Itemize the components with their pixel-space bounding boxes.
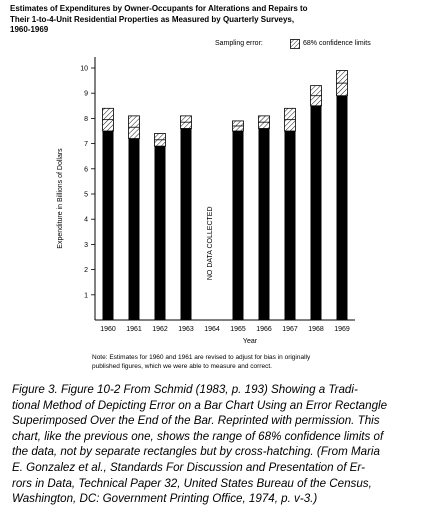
figure-caption: [12, 382, 424, 507]
chart-note-line-2: published figures, which we were able to measure and correct.: [92, 363, 272, 370]
y-tick-label: 2: [84, 267, 88, 275]
y-tick-label: 3: [84, 241, 88, 249]
x-tick-label: 1967: [282, 326, 298, 333]
x-tick-label: 1961: [126, 326, 142, 333]
bar-1960: [103, 131, 114, 320]
y-tick-label: 5: [84, 191, 88, 199]
x-tick-label: 1968: [308, 326, 324, 333]
y-tick-label: 6: [84, 166, 88, 174]
bar-1961: [129, 139, 140, 320]
chart-title-line-3: 1960-1969: [10, 25, 49, 34]
y-tick-label: 4: [84, 216, 88, 224]
x-tick-label: 1966: [256, 326, 272, 333]
x-tick-label: 1969: [334, 326, 350, 333]
chart-title-line-2: Their 1-to-4-Unit Residential Properties as Measured by Quarterly Surveys,: [10, 14, 295, 24]
y-tick-label: 1: [84, 292, 88, 300]
x-tick-label: 1962: [152, 326, 168, 333]
x-tick-label: 1960: [100, 326, 116, 333]
y-tick-labels: [80, 66, 95, 300]
caption-line-3: Superimposed Over the End of the Bar. Reprinted with permission. This: [12, 414, 380, 428]
bar-1962: [155, 146, 166, 320]
caption-line-7: rors in Data, Technical Paper 32, United States Bureau of the Census,: [12, 476, 372, 490]
caption-line-2: tional Method of Depicting Error on a Bar Chart Using an Error Rectangle: [12, 398, 388, 412]
bar-1963: [181, 128, 192, 320]
chart-title-line-1: Estimates of Expenditures by Owner-Occupants for Alterations and Repairs to: [10, 4, 308, 13]
caption-line-5: the data, not by separate rectangles but by cross-hatching. (From Maria: [12, 445, 380, 459]
legend-prefix: Sampling error:: [215, 40, 263, 47]
x-tick-label: 1964: [204, 326, 220, 333]
y-tick-label: 8: [84, 115, 88, 123]
bar-1969: [337, 96, 348, 320]
y-axis-label: Expenditure in Billions of Dollars: [57, 148, 64, 249]
bar-1966: [259, 128, 270, 320]
y-tick-label: 7: [84, 141, 88, 149]
x-axis-label: Year: [242, 338, 258, 345]
no-data-collected-label: NO DATA COLLECTED: [207, 206, 214, 281]
bar-1968: [311, 106, 322, 320]
y-tick-label: 10: [80, 65, 88, 73]
caption-line-1: Figure 3. Figure 10-2 From Schmid (1983, p. 193) Showing a Tradi-: [12, 383, 358, 396]
bar-1965: [233, 131, 244, 320]
x-tick-labels: [100, 326, 350, 333]
chart-note: [92, 353, 392, 371]
bars-group: [103, 71, 348, 320]
chart-note-line-1: Note: Estimates for 1960 and 1961 are revised to adjust for bias in originally: [92, 354, 311, 361]
y-tick-label: 9: [84, 90, 88, 98]
caption-line-4: chart, like the previous one, shows the range of 68% confidence limits of: [12, 429, 384, 443]
caption-line-8: Washington, DC: Government Printing Office, 1974, p. v-3.): [12, 492, 318, 506]
bar-1967: [285, 131, 296, 320]
legend-label: 68% confidence limits: [303, 40, 371, 47]
caption-line-6: E. Gonzalez et al., Standards For Discussion and Presentation of Er-: [12, 460, 365, 474]
x-tick-label: 1965: [230, 326, 246, 333]
x-tick-label: 1963: [178, 326, 194, 333]
